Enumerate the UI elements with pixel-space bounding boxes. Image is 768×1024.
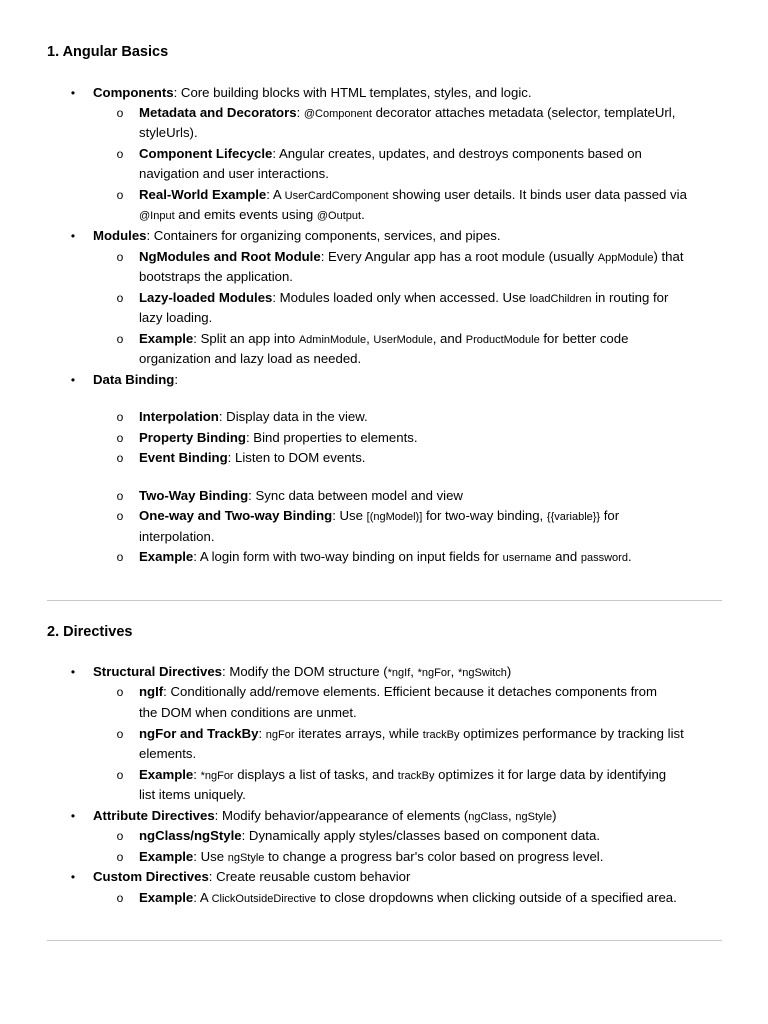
sub-bullet-icon: o <box>116 451 124 465</box>
sub-bullet-icon: o <box>116 550 124 564</box>
list-item: Example: Use ngStyle to change a progress bar's color based on progress level. <box>139 849 604 864</box>
list-item: ngClass/ngStyle: Dynamically apply styles/classes based on component data. <box>139 828 601 843</box>
bullet-icon: • <box>70 86 76 100</box>
list-item: Structural Directives: Modify the DOM structure (*ngIf, *ngFor, *ngSwitch) <box>93 664 512 679</box>
list-item: ngFor and TrackBy: ngFor iterates arrays, while trackBy optimizes performance by tracking list <box>139 726 684 741</box>
list-item-continuation: lazy loading. <box>139 310 213 325</box>
list-item: Interpolation: Display data in the view. <box>139 409 368 424</box>
bullet-icon: • <box>70 229 76 243</box>
list-item: Example: A ClickOutsideDirective to close dropdowns when clicking outside of a specified area. <box>139 890 677 905</box>
sub-bullet-icon: o <box>116 509 124 523</box>
list-item: ngIf: Conditionally add/remove elements. Efficient because it detaches components from <box>139 684 657 699</box>
section-heading-directives: 2. Directives <box>47 624 133 640</box>
list-item-continuation: @Input and emits events using @Output. <box>139 207 365 222</box>
sub-bullet-icon: o <box>116 106 124 120</box>
list-item-continuation: elements. <box>139 746 197 761</box>
list-item-continuation: navigation and user interactions. <box>139 166 329 181</box>
horizontal-divider <box>47 940 722 941</box>
sub-bullet-icon: o <box>116 685 124 699</box>
list-item: NgModules and Root Module: Every Angular app has a root module (usually AppModule) that <box>139 249 684 264</box>
list-item: Example: A login form with two-way binding on input fields for username and password. <box>139 549 632 564</box>
sub-bullet-icon: o <box>116 332 124 346</box>
list-item: Example: *ngFor displays a list of tasks, and trackBy optimizes it for large data by identifying <box>139 767 667 782</box>
list-item: Component Lifecycle: Angular creates, updates, and destroys components based on <box>139 146 642 161</box>
list-item-continuation: list items uniquely. <box>139 787 246 802</box>
list-item-continuation: styleUrls). <box>139 125 198 140</box>
list-item: Example: Split an app into AdminModule, UserModule, and ProductModule for better code <box>139 331 629 346</box>
sub-bullet-icon: o <box>116 489 124 503</box>
sub-bullet-icon: o <box>116 431 124 445</box>
list-item: Modules: Containers for organizing components, services, and pipes. <box>93 228 501 243</box>
list-item-continuation: bootstraps the application. <box>139 269 293 284</box>
sub-bullet-icon: o <box>116 147 124 161</box>
sub-bullet-icon: o <box>116 768 124 782</box>
sub-bullet-icon: o <box>116 850 124 864</box>
horizontal-divider <box>47 600 722 601</box>
list-item: Components: Core building blocks with HTML templates, styles, and logic. <box>93 85 532 100</box>
bullet-icon: • <box>70 870 76 884</box>
sub-bullet-icon: o <box>116 188 124 202</box>
list-item: Two-Way Binding: Sync data between model and view <box>139 488 463 503</box>
sub-bullet-icon: o <box>116 250 124 264</box>
sub-bullet-icon: o <box>116 829 124 843</box>
bullet-icon: • <box>70 373 76 387</box>
list-item-continuation: organization and lazy load as needed. <box>139 351 362 366</box>
list-item: Real-World Example: A UserCardComponent showing user details. It binds user data passed via <box>139 187 687 202</box>
list-item: Attribute Directives: Modify behavior/appearance of elements (ngClass, ngStyle) <box>93 808 557 823</box>
list-item: Property Binding: Bind properties to elements. <box>139 430 418 445</box>
sub-bullet-icon: o <box>116 727 124 741</box>
sub-bullet-icon: o <box>116 891 124 905</box>
bullet-icon: • <box>70 665 76 679</box>
list-item: Data Binding: <box>93 372 178 387</box>
sub-bullet-icon: o <box>116 291 124 305</box>
list-item: Lazy-loaded Modules: Modules loaded only when accessed. Use loadChildren in routing for <box>139 290 669 305</box>
list-item: Custom Directives: Create reusable custom behavior <box>93 869 411 884</box>
bullet-icon: • <box>70 809 76 823</box>
list-item: One-way and Two-way Binding: Use [(ngModel)] for two-way binding, {{variable}} for <box>139 508 620 523</box>
list-item: Event Binding: Listen to DOM events. <box>139 450 366 465</box>
sub-bullet-icon: o <box>116 410 124 424</box>
list-item-continuation: the DOM when conditions are unmet. <box>139 705 357 720</box>
list-item: Metadata and Decorators: @Component decorator attaches metadata (selector, templateUrl, <box>139 105 676 120</box>
section-heading-angular-basics: 1. Angular Basics <box>47 44 169 60</box>
list-item-continuation: interpolation. <box>139 529 215 544</box>
